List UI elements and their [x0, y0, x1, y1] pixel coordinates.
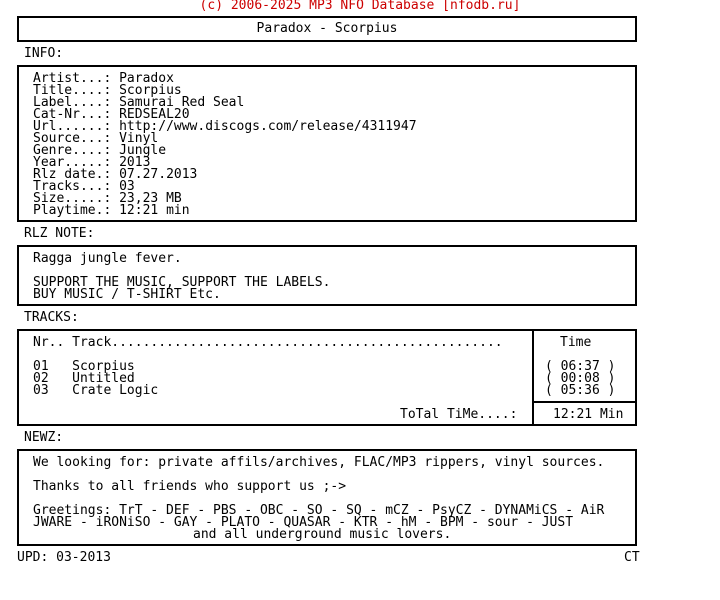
info-box	[17, 65, 637, 222]
info-label: Title....:	[33, 83, 112, 98]
newz-line: Greetings: TrT - DEF - PBS - OBC - SO - SQ - mCZ - PsyCZ - DYNAMiCS - AiR	[33, 503, 605, 518]
newz-line: and all underground music lovers.	[193, 527, 452, 542]
track-number: 02	[33, 371, 49, 386]
tracks-box	[17, 329, 637, 426]
tracks-total-divider	[532, 401, 635, 403]
total-time-label: ToTal TiMe....:	[400, 407, 518, 422]
info-list	[33, 73, 417, 217]
rlz-note-section-label: RLZ NOTE:	[24, 226, 95, 241]
newz-line: We looking for: private affils/archives, FLAC/MP3 rippers, vinyl sources.	[33, 455, 605, 470]
info-value: 23,23 MB	[119, 191, 182, 206]
track-time-list	[545, 361, 615, 397]
newz-line: JWARE - iRONiSO - GAY - PLATO - QUASAR - KTR - hM - BPM - sour - JUST	[33, 515, 574, 530]
newz-line: Thanks to all friends who support us ;->	[33, 479, 347, 494]
track-time: ( 00:08 )	[545, 371, 616, 386]
track-name: Crate Logic	[72, 383, 159, 398]
info-value: Paradox	[119, 71, 174, 86]
info-row	[33, 205, 417, 217]
track-row	[33, 385, 158, 397]
info-label: Rlz date.:	[33, 167, 112, 182]
release-title: Paradox - Scorpius	[256, 21, 398, 36]
info-section-label: INFO:	[24, 46, 64, 61]
update-date: UPD: 03-2013	[17, 550, 111, 565]
track-time: ( 06:37 )	[545, 359, 616, 374]
info-label: Source...:	[33, 131, 112, 146]
track-time: ( 05:36 )	[545, 383, 616, 398]
track-number: 01	[33, 359, 49, 374]
info-value: REDSEAL20	[119, 107, 190, 122]
track-name: Scorpius	[72, 359, 135, 374]
track-list	[33, 361, 158, 397]
newz-section-label: NEWZ:	[24, 430, 64, 445]
time-header: Time	[560, 335, 592, 350]
info-label: Tracks...:	[33, 179, 112, 194]
info-value: 12:21 min	[119, 203, 190, 218]
info-label: Year.....:	[33, 155, 112, 170]
rlz-note-line: SUPPORT THE MUSIC, SUPPORT THE LABELS.	[33, 275, 331, 290]
rlz-note-box	[17, 245, 637, 306]
info-value: 07.27.2013	[119, 167, 198, 182]
rlz-note-line: BUY MUSIC / T-SHIRT Etc.	[33, 287, 221, 302]
info-value: Scorpius	[119, 83, 182, 98]
info-value: http://www.discogs.com/release/4311947	[119, 119, 417, 134]
info-label: Cat-Nr...:	[33, 107, 112, 122]
title-box	[17, 16, 637, 42]
total-time-value: 12:21 Min	[553, 407, 624, 422]
info-value: 2013	[119, 155, 151, 170]
rlz-note-line: Ragga jungle fever.	[33, 251, 182, 266]
info-value: Samurai Red Seal	[119, 95, 245, 110]
footer-ct: CT	[624, 550, 640, 565]
tracks-section-label: TRACKS:	[24, 310, 79, 325]
info-value: Vinyl	[119, 131, 159, 146]
info-label: Artist...:	[33, 71, 112, 86]
info-label: Url......:	[33, 119, 112, 134]
info-label: Playtime.:	[33, 203, 112, 218]
tracks-header: Nr.. Track..................................................	[33, 335, 503, 350]
track-number: 03	[33, 383, 49, 398]
tracks-column-divider	[532, 331, 534, 424]
site-header: (c) 2006-2025 MP3 NFO Database [nfodb.ru]	[199, 0, 521, 13]
info-label: Label....:	[33, 95, 112, 110]
info-value: Jungle	[119, 143, 167, 158]
info-label: Genre....:	[33, 143, 112, 158]
info-value: 03	[119, 179, 135, 194]
newz-box	[17, 449, 637, 546]
info-label: Size.....:	[33, 191, 112, 206]
track-name: Untitled	[72, 371, 135, 386]
